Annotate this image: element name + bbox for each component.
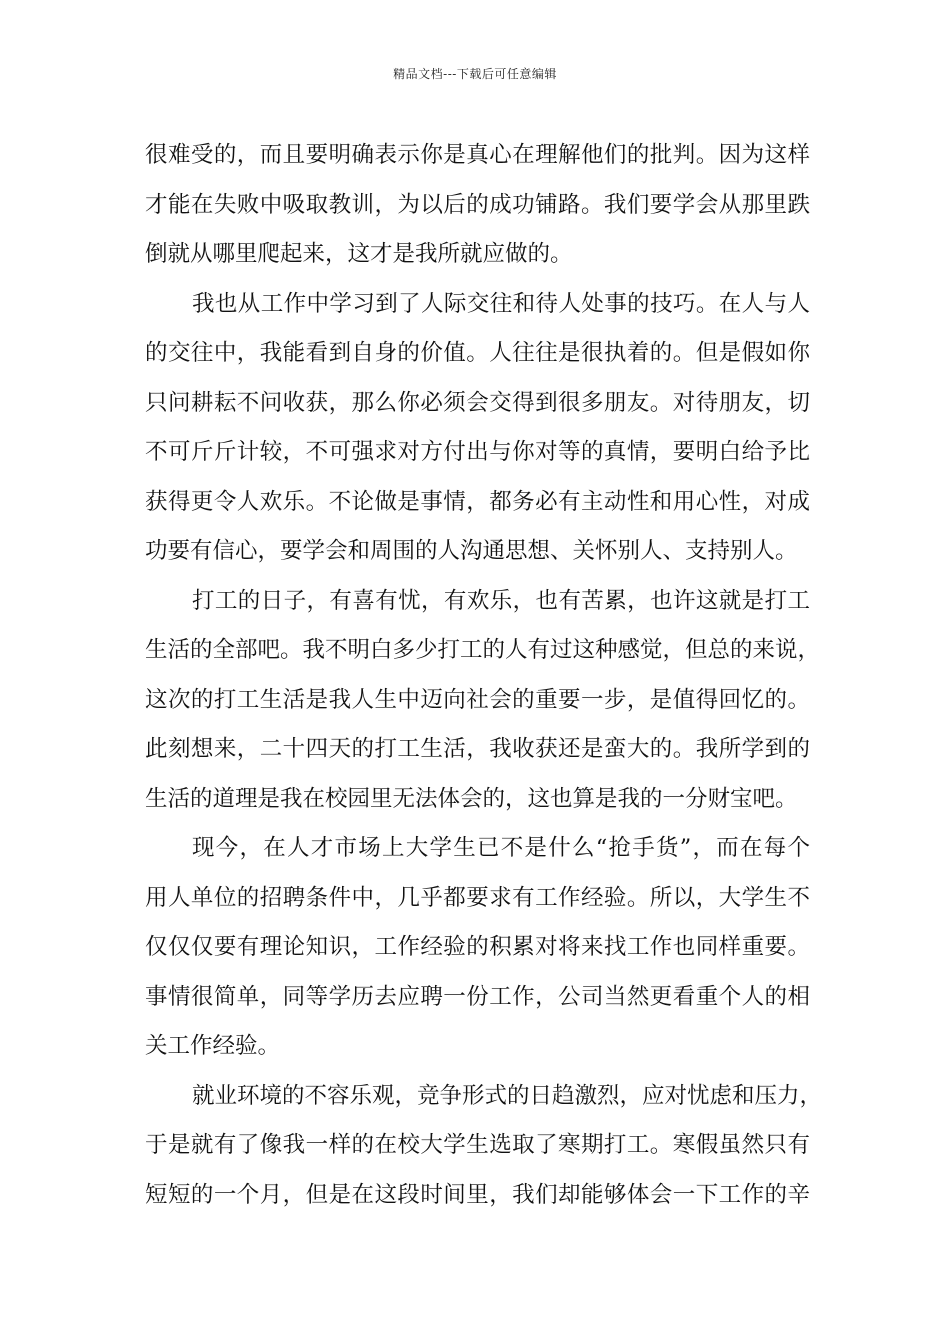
text-line: 就业环境的不容乐观，竞争形式的日趋激烈，应对忧虑和压力， — [192, 1082, 823, 1109]
text-line: 倒就从哪里爬起来，这才是我所就应做的。 — [145, 241, 573, 267]
text-line: 于是就有了像我一样的在校大学生选取了寒期打工。寒假虽然只有 — [145, 1132, 810, 1158]
text-line: 生活的全部吧。我不明白多少打工的人有过这种感觉，但总的来说， — [145, 637, 821, 663]
text-line: 不可斤斤计较，不可强求对方付出与你对等的真情，要明白给予比 — [145, 439, 810, 465]
text-line: 获得更令人欢乐。不论做是事情，都务必有主动性和用心性，对成 — [145, 488, 810, 515]
text-line: 现今，在人才市场上大学生已不是什么“抢手货”，而在每个 — [192, 835, 810, 861]
page-header: 精品文档---下载后可任意编辑 — [393, 67, 557, 81]
text-line: 打工的日子，有喜有忧，有欢乐，也有苦累，也许这就是打工 — [192, 587, 810, 614]
text-line: 才能在失败中吸取教训，为以后的成功铺路。我们要学会从那里跌 — [145, 191, 810, 218]
text-line: 我也从工作中学习到了人际交往和待人处事的技巧。在人与人 — [192, 290, 810, 317]
text-line: 此刻想来，二十四天的打工生活，我收获还是蛮大的。我所学到的 — [145, 736, 810, 762]
text-line: 生活的道理是我在校园里无法体会的，这也算是我的一分财宝吧。 — [145, 785, 798, 812]
text-line: 只问耕耘不问收获，那么你必须会交得到很多朋友。对待朋友，切 — [145, 389, 810, 416]
text-line: 很难受的，而且要明确表示你是真心在理解他们的批判。因为这样 — [145, 142, 810, 168]
text-line: 仅仅仅要有理论知识，工作经验的积累对将来找工作也同样重要。 — [145, 934, 810, 960]
text-line: 事情很简单，同等学历去应聘一份工作，公司当然更看重个人的相 — [145, 983, 810, 1010]
text-line: 短短的一个月，但是在这段时间里，我们却能够体会一下工作的辛 — [145, 1181, 810, 1208]
body-text — [145, 131, 823, 1220]
text-line: 关工作经验。 — [145, 1033, 281, 1059]
text-line: 功要有信心，要学会和周围的人沟通思想、关怀别人、支持别人。 — [145, 538, 798, 564]
text-line: 用人单位的招聘条件中，几乎都要求有工作经验。所以，大学生不 — [145, 884, 810, 911]
text-line: 的交往中，我能看到自身的价值。人往往是很执着的。但是假如你 — [145, 340, 810, 366]
text-line: 这次的打工生活是我人生中迈向社会的重要一步，是值得回忆的。 — [145, 686, 810, 713]
